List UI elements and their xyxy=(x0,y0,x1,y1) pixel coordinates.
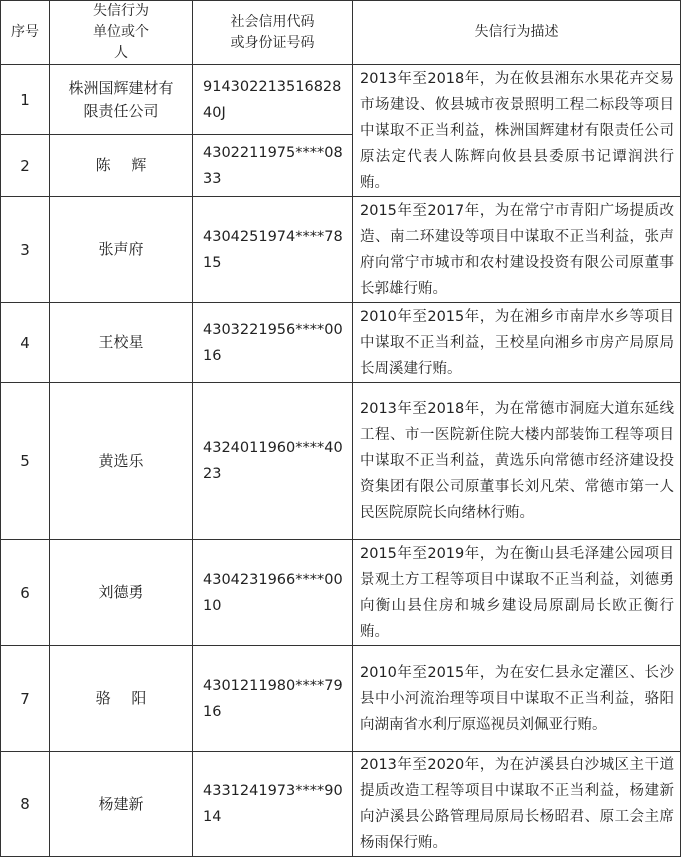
row-desc: 2013年至2018年，为在常德市洞庭大道东延线工程、市一医院新住院大楼内部装饰工程等项目中谋取不正当利益，黄选乐向常德市经济建设投资集团有限公司原董事长刘凡荣、常德市第一人民医院原院长向绪林行贿。 xyxy=(353,383,681,540)
table-row xyxy=(1,752,681,857)
header-index: 序号 xyxy=(1,1,50,65)
row-index: 6 xyxy=(1,540,50,646)
row-index: 2 xyxy=(1,135,50,197)
row-index: 8 xyxy=(1,752,50,857)
row-code: 91430221351682840J xyxy=(193,65,353,135)
table-row xyxy=(1,383,681,540)
row-index: 4 xyxy=(1,303,50,383)
row-party: 陈 辉 xyxy=(50,135,193,197)
header-code: 社会信用代码或身份证号码 xyxy=(193,1,353,65)
row-desc: 2013年至2020年，为在泸溪县白沙城区主干道提质改造工程等项目中谋取不正当利益，杨建新向泸溪县公路管理局原局长杨昭君、原工会主席杨雨保行贿。 xyxy=(353,752,681,857)
table-row xyxy=(1,540,681,646)
row-party: 黄选乐 xyxy=(50,383,193,540)
row-party: 株洲国辉建材有限责任公司 xyxy=(50,65,193,135)
row-desc: 2015年至2017年，为在常宁市青阳广场提质改造、南二环建设等项目中谋取不正当利益，张声府向常宁市城市和农村建设投资有限公司原董事长郭雄行贿。 xyxy=(353,197,681,303)
row-index: 5 xyxy=(1,383,50,540)
row-code: 4302211975****0833 xyxy=(193,135,353,197)
row-index: 3 xyxy=(1,197,50,303)
table-row xyxy=(1,646,681,752)
header-party: 失信行为单位或个人 xyxy=(50,1,193,65)
row-party: 刘德勇 xyxy=(50,540,193,646)
table-header-row xyxy=(1,1,681,65)
row-code: 4304231966****0010 xyxy=(193,540,353,646)
row-party: 王校星 xyxy=(50,303,193,383)
row-code: 4301211980****7916 xyxy=(193,646,353,752)
row-code: 4331241973****9014 xyxy=(193,752,353,857)
row-code: 4324011960****4023 xyxy=(193,383,353,540)
row-index: 1 xyxy=(1,65,50,135)
row-desc: 2015年至2019年，为在衡山县毛泽建公园项目景观土方工程等项目中谋取不正当利益，刘德勇向衡山县住房和城乡建设局原副局长欧正衡行贿。 xyxy=(353,540,681,646)
header-desc: 失信行为描述 xyxy=(353,1,681,65)
row-desc: 2010年至2015年，为在湘乡市南岸水乡等项目中谋取不正当利益，王校星向湘乡市房产局原局长周溪建行贿。 xyxy=(353,303,681,383)
row-code: 4303221956****0016 xyxy=(193,303,353,383)
row-desc: 2010年至2015年，为在安仁县永定灌区、长沙县中小河流治理等项目中谋取不正当利益，骆阳向湖南省水利厅原巡视员刘佩亚行贿。 xyxy=(353,646,681,752)
row-index: 7 xyxy=(1,646,50,752)
row-code: 4304251974****7815 xyxy=(193,197,353,303)
row-party: 张声府 xyxy=(50,197,193,303)
table-row xyxy=(1,65,681,135)
row-party: 骆 阳 xyxy=(50,646,193,752)
row-party: 杨建新 xyxy=(50,752,193,857)
table-row xyxy=(1,197,681,303)
table-row xyxy=(1,303,681,383)
row-desc: 2013年至2018年，为在攸县湘东水果花卉交易市场建设、攸县城市夜景照明工程二标段等项目中谋取不正当利益，株洲国辉建材有限责任公司原法定代表人陈辉向攸县县委原书记谭润洪行贿。 xyxy=(353,65,681,197)
